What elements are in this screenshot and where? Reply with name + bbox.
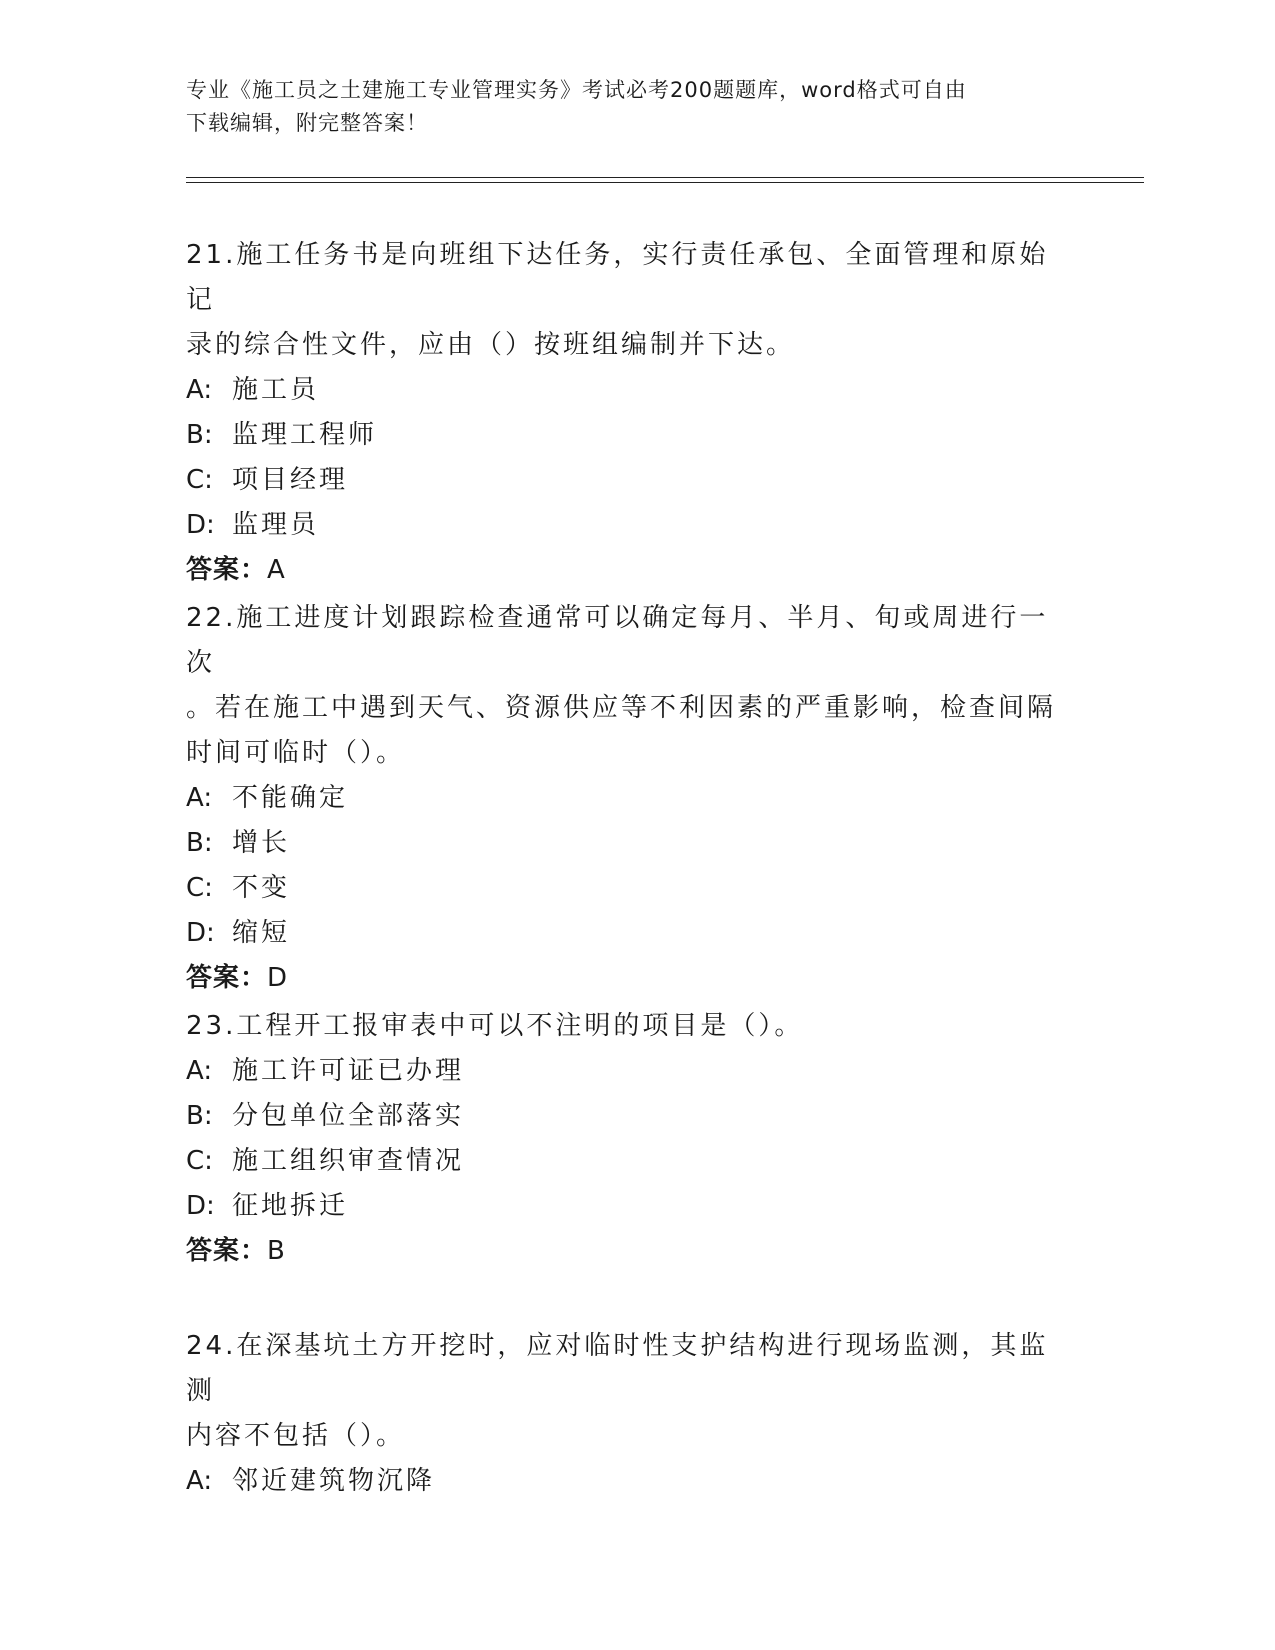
option-letter: C:: [186, 873, 213, 903]
option-c: [186, 1139, 1066, 1184]
option-text: 增长: [232, 828, 291, 858]
question-stem-line: 23.工程开工报审表中可以不注明的项目是（）。: [186, 1011, 804, 1041]
question-stem-line: 24.在深基坑土方开挖时，应对临时性支护结构进行现场监测，其监测: [186, 1331, 1049, 1406]
option-letter: A:: [186, 1056, 213, 1086]
answer-value: B: [267, 1236, 286, 1266]
option-text: 征地拆迁: [232, 1191, 349, 1221]
option-text: 不能确定: [232, 783, 349, 813]
option-text: 项目经理: [232, 465, 349, 495]
question-stem-line: 录的综合性文件，应由（）按班组编制并下达。: [186, 330, 796, 360]
answer-label: 答案：: [186, 1236, 268, 1266]
option-b: [186, 413, 1066, 458]
option-letter: C:: [186, 1146, 213, 1176]
option-text: 监理员: [232, 510, 320, 540]
option-letter: B:: [186, 828, 213, 858]
answer-value: A: [267, 555, 286, 585]
option-b: [186, 821, 1066, 866]
option-letter: C:: [186, 465, 213, 495]
header-line-1: 专业《施工员之土建施工专业管理实务》考试必考200题题库，word格式可自由: [186, 78, 967, 102]
option-a: [186, 1049, 1066, 1094]
option-letter: D:: [186, 918, 215, 948]
option-a: [186, 1459, 1066, 1504]
answer-line: [186, 956, 1066, 1001]
option-a: [186, 368, 1066, 413]
question-stem-line: 内容不包括（）。: [186, 1421, 406, 1451]
question-22: [186, 596, 1066, 1001]
option-letter: B:: [186, 420, 213, 450]
question-stem-line: 21.施工任务书是向班组下达任务，实行责任承包、全面管理和原始记: [186, 240, 1049, 315]
option-letter: A:: [186, 375, 213, 405]
question-stem-line: 。若在施工中遇到天气、资源供应等不利因素的严重影响，检查间隔: [186, 693, 1057, 723]
option-text: 监理工程师: [232, 420, 378, 450]
option-text: 邻近建筑物沉降: [232, 1466, 436, 1496]
header-divider-top: [186, 177, 1144, 178]
option-letter: D:: [186, 1191, 215, 1221]
question-21: [186, 233, 1066, 593]
option-text: 缩短: [232, 918, 291, 948]
answer-line: [186, 1229, 1066, 1274]
question-stem-line: 时间可临时（）。: [186, 738, 406, 768]
option-text: 施工员: [232, 375, 320, 405]
option-letter: D:: [186, 510, 215, 540]
option-c: [186, 458, 1066, 503]
option-c: [186, 866, 1066, 911]
option-a: [186, 776, 1066, 821]
option-text: 不变: [232, 873, 291, 903]
option-letter: A:: [186, 1466, 213, 1496]
option-d: [186, 1184, 1066, 1229]
option-b: [186, 1094, 1066, 1139]
answer-line: [186, 548, 1066, 593]
option-text: 施工许可证已办理: [232, 1056, 465, 1086]
option-d: [186, 503, 1066, 548]
header-divider-bottom: [186, 182, 1144, 183]
option-text: 分包单位全部落实: [232, 1101, 465, 1131]
option-d: [186, 911, 1066, 956]
question-24: [186, 1324, 1066, 1504]
option-letter: B:: [186, 1101, 213, 1131]
answer-value: D: [267, 963, 289, 993]
question-23: [186, 1004, 1066, 1274]
document-header: [186, 74, 1066, 140]
option-letter: A:: [186, 783, 213, 813]
answer-label: 答案：: [186, 555, 268, 585]
header-line-2: 下载编辑，附完整答案！: [186, 111, 428, 135]
option-text: 施工组织审查情况: [232, 1146, 465, 1176]
answer-label: 答案：: [186, 963, 268, 993]
question-stem-line: 22.施工进度计划跟踪检查通常可以确定每月、半月、旬或周进行一次: [186, 603, 1049, 678]
